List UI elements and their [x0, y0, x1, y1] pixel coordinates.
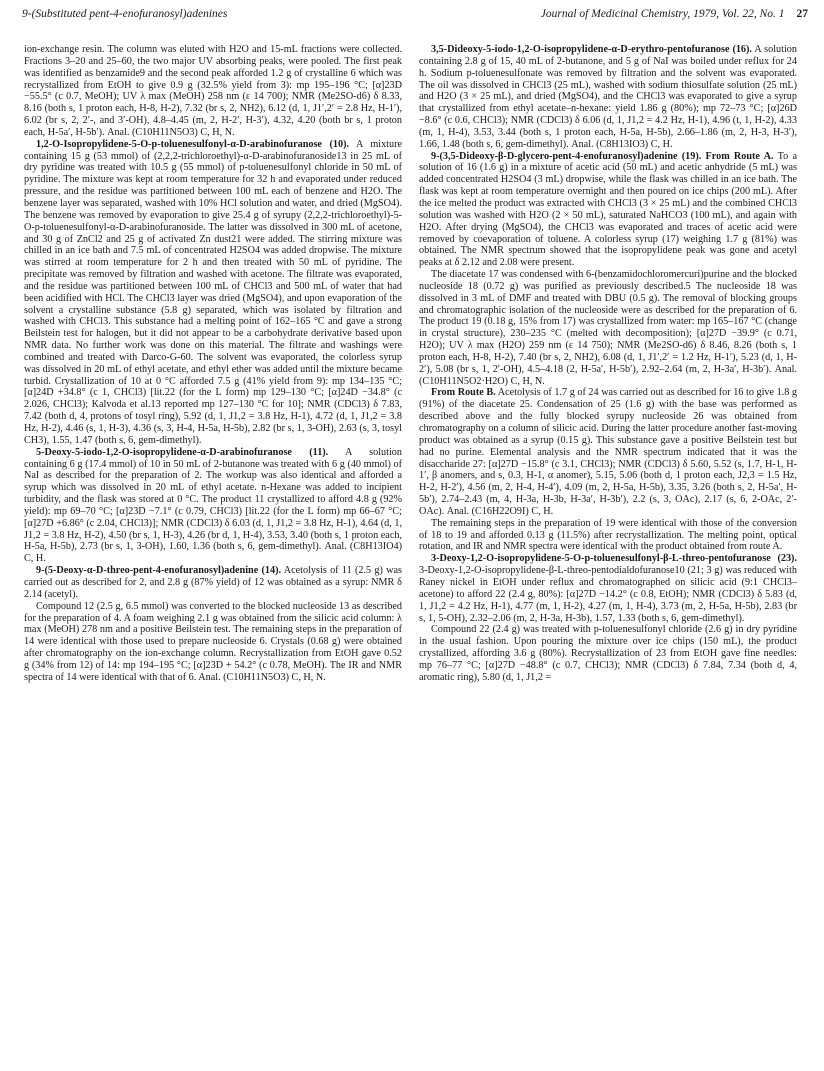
compound-heading: 9-(3,5-Dideoxy-β-D-glycero-pent-4-enofuranosyl)adenine (19). From Route A.: [431, 150, 774, 162]
compound-heading: 9-(5-Deoxy-α-D-threo-pent-4-enofuranosyl)adenine (14).: [36, 565, 282, 577]
paragraph-text: 3-Deoxy-1,2-O-isopropylidene-β-L-threo-pentodialdofuranose10 (21; 3 g) was reduced with Raney nickel in EtOH under reflux and chromatographed on silicic acid (9:1 CHCl3–acetone) to afford 22 (2.4 g, 80%): [α]27D −14.2° (c 0.8, EtOH); NMR (CDCl3) δ 5.83 (d, 1, J1,2 = 4.2 Hz, H-1), 4.77 (m, 1, H-2), 4.27 (m, 1, H-4), 3.73 (m, 2, H-5a, H-5b), 2.83 (br s, 1, 5-OH), 2.32–2.06 (m, 2, H-3a, H-3b), 1.57, 1.33 (both s, 6, gem-dimethyl).: [419, 565, 797, 624]
paragraph-text: ion-exchange resin. The column was eluted with H2O and 15-mL fractions were collected. Fractions 3–20 and 25–60, the two major UV absorbing peaks, were pooled. The first peak was identified as benzamide9 and the second peak afforded 1.2 g of crystalline 6 which was recrystallized from EtOH to give 0.9 g (32.5% yield from 3): mp 195–196 °C; [α]23D −55.5° (c 0.7, MeOH); UV λ max (MeOH) 258 nm (ε 14 700); NMR (Me2SO-d6) δ 8.33, 8.16 (both s, 1 proton each, H-8, H-2), 7.32 (br s, 2, NH2), 6.12 (d, 1, J1′,2′ = 2.8 Hz, H-1′), 6.02 (br s, 2, 2′-, and 3′-OH), 4.8–4.45 (m, 2, H-2′, H-3′), 4.32, 4.20 (both br s, 1 proton each, H-5a′, H-5b′). Anal. (C10H11N5O3) C, H, N.: [24, 44, 402, 138]
paragraph-text: The remaining steps in the preparation of 19 were identical with those of the conversion of 18 to 19 and afforded 0.13 g (11.5%) after recrystallization. The melting point, optical rotation, and IR and NMR spectra were identical with the product obtained from route A.: [419, 517, 797, 553]
journal-citation: [541, 8, 808, 20]
compound-heading: 3-Deoxy-1,2-O-isopropylidene-5-O-p-toluenesulfonyl-β-L-threo-pentofuranose (23).: [431, 553, 797, 565]
section-paragraph: [419, 44, 797, 151]
section-paragraph: [24, 565, 402, 601]
paragraph-text: The diacetate 17 was condensed with 6-(benzamidochloromercuri)purine and the blocked nucleoside 18 (0.72 g) was purified as previously described.5 The nucleoside 18 was dissolved in 3 mL of DMF and treated with DBU (0.5 g). The removal of blocking groups and chromatographic isolation of the nucleoside were as described for the preparation of 6. The product 19 (0.18 g, 15% from 17) was crystallized from water: mp 165–167 °C (change in crystal structure), 230–235 °C (melted with decomposition); [α]27D −39.9° (c 0.71, H2O); UV λ max (H2O) 259 nm (ε 14 750); NMR (Me2SO-d6) δ 8.46, 8.26 (both s, 1 proton each, H-8, H-2), 7.40 (br s, 2, NH2), 6.08 (d, 1, J1′,2′ = 1.2 Hz, H-1′), 5.23 (d, 1, H-2′), 5.08 (br s, 1, 2′-OH), 4.5–4.18 (2, H-5a′, H-5b′), 2.92–2.64 (m, 2, H-3a′, H-3b′). Anal. (C10H11N5O2·H2O) C, H, N.: [419, 269, 797, 387]
left-column: [24, 44, 402, 1060]
paragraph-text: Acetolysis of 11 (2.5 g) was carried out as described for 2, and 2.8 g (87% yield) of 12 was obtained as a syrup: NMR δ 2.14 (acetyl).: [24, 565, 402, 600]
section-paragraph: [24, 139, 402, 447]
compound-heading: From Route B.: [431, 387, 496, 399]
body-paragraph: [24, 44, 402, 139]
right-column: [419, 44, 797, 1060]
compound-heading: 5-Deoxy-5-iodo-1,2-O-isopropylidene-α-D-arabinofuranose (11).: [36, 446, 329, 458]
running-title: 9-(Substituted pent-4-enofuranosyl)adenines: [22, 8, 228, 20]
running-header: [22, 6, 808, 26]
paragraph-text: A solution containing 6 g (17.4 mmol) of 10 in 50 mL of 2-butanone was treated with 6 g (40 mmol) of NaI as described for the preparation of 2. The workup was also identical and afforded a syrup which was dissolved in 20 mL of ethyl acetate. n-Hexane was added to incipient turbidity, and the flask was stored at 0 °C. The product 11 crystallized to afford 4.8 g (92% yield): mp 69–70 °C; [α]23D −7.1° (c 0.79, CHCl3) [lit.22 (for the L form) mp 66–67 °C; [α]27D +6.86° (c 2.04, CHCl3)]; NMR (CDCl3) δ 6.03 (d, 1, J1,2 = 3.8 Hz, H-1), 4.64 (d, 1, J1,2 = 3.8 Hz, H-2), 4.50 (br s, 1, H-3), 4.26 (br d, 1, H-4), 3.53, 3.40 (both s, 1 proton each, H-5a, H-5b), 2.73 (br s, 1, 3-OH), 1.60, 1.36 (both s, 6, gem-dimethyl). Anal. (C8H13IO4) C, H.: [24, 446, 402, 565]
paragraph-text: Acetolysis of 1.7 g of 24 was carried out as described for 16 to give 1.8 g (91%) of the diacetate 25. Condensation of 25 (1.6 g) with the base was performed as described above and the fully blocked syrupy nucleoside 26 was obtained from chromatography on a column of silicic acid. During the latter procedure another fast-moving product was obtained as a syrup (0.15 g). This substance gave a positive Beilstein test but had no purine. Elemental analysis and the NMR spectrum indicated that it was the disaccharide 27: [α]27D −15.8° (c 3.1, CHCl3); NMR (CDCl3) δ 5.60, 5.52 (s, 1.7, H-1, H-1′, β anomers, and s, 0.3, H-1, α anomer), 5.15, 5.06 (both d, 1 proton each, J2,3 = 1.5 Hz, H-2, H-2′), 4.56 (m, 2, H-4, H-4′), 4.09 (m, 2, H-5a, H-5b), 3.35, 3.26 (both s, 2, H-5a′, H-5b′), 2.74–2.43 (m, 4, H-3a, H-3b, H-3a′, H-3b′), 2.2 (s, 3, OAc), 2.17 (s, 6, 2-OAc, 2′-OAc). Anal. (C16H22O9I) C, H.: [419, 387, 797, 517]
compound-heading: 1,2-O-Isopropylidene-5-O-p-toluenesulfonyl-α-D-arabinofuranose (10).: [36, 138, 350, 150]
section-paragraph: [419, 387, 797, 517]
section-paragraph: [419, 151, 797, 269]
body-paragraph: [24, 601, 402, 684]
journal-name: Journal of Medicinal Chemistry, 1979, Vol. 22, No. 1: [540, 8, 785, 20]
paragraph-text: A solution containing 2.8 g of 15, 40 mL of 2-butanone, and 5 g of NaI was boiled under reflux for 24 h. Sodium p-toluenesulfonate was removed by filtration and the solvent was evaporated. The oil was dissolved in CHCl3 (25 mL), washed with sodium thiosulfate solution (25 mL) and H2O (3 × 25 mL), and dried (MgSO4), and the CHCl3 was evaporated to give a syrup that crystallized from ethyl acetate–n-hexane: yield 1.86 g (80%); mp 72–73 °C; [α]26D −8.6° (c 0.6, CHCl3); NMR (CDCl3) δ 6.06 (d, 1, J1,2 = 4.2 Hz, H-1), 4.96 (t, 1, H-2), 4.33 (m, 1, H-4), 3.53, 3.44 (both s, 1 proton each, H-5a, H-5b), 2.66–1.86 (m, 2, H-3, H-3′), 1.66, 1.48 (both s, 6, gem-dimethyl). Anal. (C8H13IO3) C, H.: [419, 44, 797, 150]
paragraph-text: To a solution of 16 (1.6 g) in a mixture of acetic acid (50 mL) and acetic anhydride (5 mL) was added concentrated H2SO4 (3 mL) dropwise, while the flask was chilled in an ice bath. The flask was kept at room temperature overnight and then poured on ice chips (200 mL). After the ice melted the product was extracted with CHCl3 (3 × 25 mL) and the combined CHCl3 solution was washed with H2O (2 × 50 mL), saturated NaHCO3 (100 mL), and again with H2O. After drying (MgSO4), the CHCl3 was evaporated and traces of acetic acid were removed by coevaporation of toluene. A colorless syrup (17) weighing 1.7 g (81%) was obtained. The NMR spectrum showed that the isopropylidene peak was gone and acetyl peaks at δ 2.12 and 2.08 were present.: [419, 150, 797, 269]
paragraph-text: A mixture containing 15 g (53 mmol) of (2,2,2-trichloroethyl)-α-D-arabinofuranoside13 in 25 mL of dry pyridine was treated with 10.5 g (55 mmol) of p-toluenesulfonyl chloride in 50 mL of pyridine. The mixture was kept at room temperature for 32 h and evaporated under reduced pressure, and the residue was partitioned between 100 mL each of benzene and H2O. The benzene layer was separated, washed with 10% HCl solution and water, and dried (MgSO4). The benzene was removed by evaporation to give 25.4 g of syrupy (2,2,2-trichloroethyl)-5-O-p-toluenesulfonyl-α-D-arabinofuranoside. The latter was dissolved in 300 mL of acetone, and 30 g of ZnCl2 and 25 g of activated Zn dust21 were added. The stirring mixture was chilled in an ice bath and 7.5 mL of concentrated H2SO4 was added dropwise. The mixture was stirred at room temperature for 2 h and then treated with 50 mL of pyridine. The precipitate was removed by filtration and washed with acetone. The filtrate was evaporated, and the residue was partitioned between 100 mL of CHCl3 and 500 mL of water that had been acidified with HCl. The CHCl3 layer was dried (MgSO4), and upon evaporation of the solvent a crystalline substance (5.8 g) separated, which was isolated by filtration and washed with CHCl3. This substance had a melting point of 162–165 °C and gave a strong Beilstein test for halogen, but it did not appear to be a carbohydrate derivative based upon NMR data. No further work was done on this material. The filtrate and washings were combined and treated with Darco-G-60. The solvent was evaporated, the colorless syrup was dissolved in 20 mL of ethyl acetate, and ethyl ether was added until the mixture became turbid. Crystallization of 10 at 0 °C afforded 7.5 g (41% yield from 9): mp 134–135 °C; [α]24D +34.8° (c 1, CHCl3) [lit.22 (for the L form) mp 129–130 °C; [α]24D −34.8° (c 2.026, CHCl3); Kalvoda et al.13 reported mp 127–130 °C for 10]; NMR (CDCl3) δ 7.83, 7.42 (both d, 4, protons of tosyl ring), 5.92 (d, 1, J1,2 = 3.8 Hz, H-1), 4.72 (d, 1, J1,2 = 3.8 Hz, H-2), 4.46 (s, 1, H-3), 4.36 (s, 3, H-4, H-5a, H-5b), 2.82 (br s, 1, 3-OH), 2.63 (s, 3, tosyl CH3), 1.55, 1.47 (both s, 6, gem-dimethyl).: [24, 138, 402, 446]
body-paragraph: [419, 269, 797, 387]
section-paragraph: [419, 553, 797, 624]
compound-heading: 3,5-Dideoxy-5-iodo-1,2-O-isopropylidene-α-D-erythro-pentofuranose (16).: [431, 44, 752, 55]
body-paragraph: [419, 518, 797, 554]
body-paragraph: [419, 624, 797, 683]
paragraph-text: Compound 22 (2.4 g) was treated with p-toluenesulfonyl chloride (2.6 g) in dry pyridine in the usual fashion. Upon pouring the mixture over ice chips (150 mL), the product crystallized, affording 3.6 g (80%). Recrystallization of 23 from EtOH gave fine needles: mp 76–77 °C; [α]27D −48.8° (c 0.7, CHCl3); NMR (CDCl3) δ 7.84, 7.34 (both d, 4, aromatic ring), 5.80 (d, 1, J1,2 =: [419, 624, 797, 683]
page-number: 27: [796, 8, 808, 20]
paragraph-text: Compound 12 (2.5 g, 6.5 mmol) was converted to the blocked nucleoside 13 as described for the preparation of 4. A foam weighing 2.1 g was obtained from the silicic acid column: λ max (MeOH) 278 nm and a positive Beilstein test. The remaining steps in the preparation of 14 were identical with those used to prepare nucleoside 6. Crystals (0.68 g) were obtained after chromatography on the ion-exchange column. Recrystallization from EtOH gave 0.52 g (34% from 12) of 14: mp 194–195 °C; [α]23D + 54.2° (c 0.78, MeOH). The IR and NMR spectra of 14 were identical with that of 6. Anal. (C10H11N5O3) C, H, N.: [24, 600, 402, 683]
section-paragraph: [24, 447, 402, 565]
